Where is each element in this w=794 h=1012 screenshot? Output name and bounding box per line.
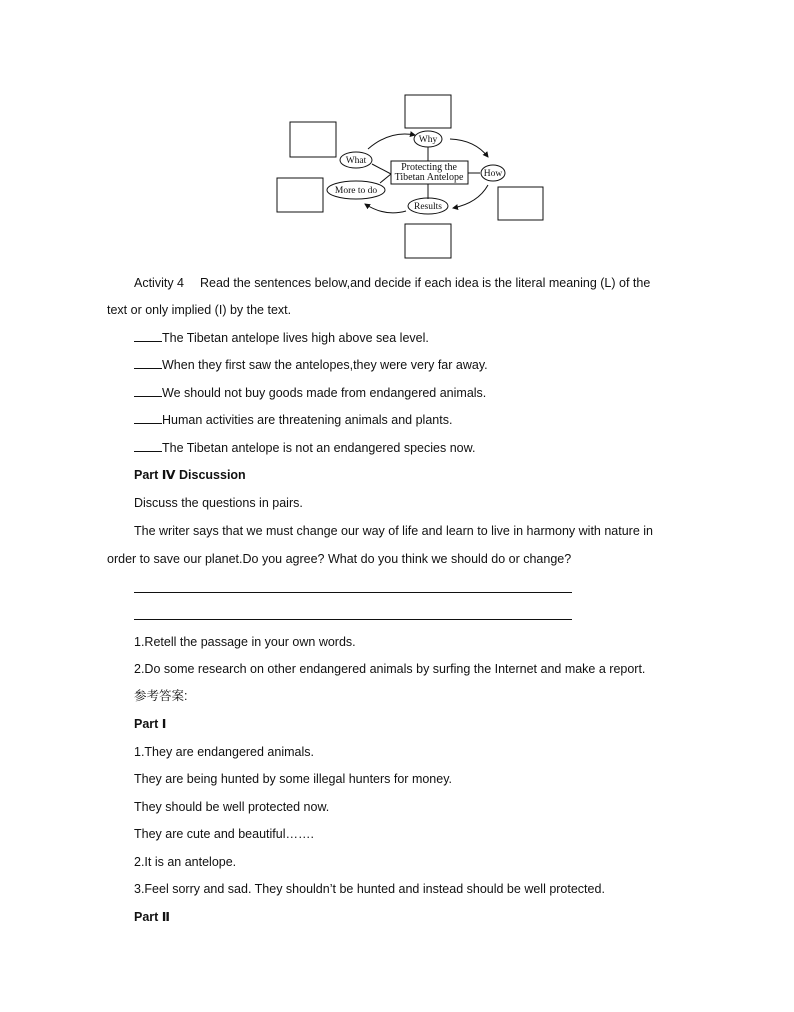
statement-item (134, 385, 486, 401)
center-text-2: Tibetan Antelope (394, 172, 464, 183)
center-text-1: Protecting the (401, 162, 457, 173)
answer-blank[interactable] (134, 385, 162, 397)
label-how: How (483, 169, 503, 179)
statement-text: We should not buy goods made from endangered animals. (162, 386, 487, 400)
statement-item (134, 440, 475, 456)
answer-box-top (405, 95, 451, 128)
part4-question: The writer says that we must change our way of life and learn to live in harmony with nature in (134, 524, 654, 538)
answer-blank[interactable] (134, 440, 162, 452)
label-what: What (345, 156, 367, 166)
answer-box-right (498, 187, 543, 220)
answer-blank[interactable] (134, 412, 162, 424)
answers-heading: 参考答案: (134, 689, 188, 703)
task-item: 2.Do some research on other endangered animals by surfing the Internet and make a report. (134, 662, 646, 676)
statement-item (134, 412, 452, 428)
statement-text: When they first saw the antelopes,they were very far away. (162, 358, 488, 372)
part4-instruction: Discuss the questions in pairs. (134, 496, 303, 510)
answer-blank[interactable] (134, 330, 162, 342)
activity4-intro-cont: text or only implied (I) by the text. (107, 303, 292, 317)
part4-heading: Part Ⅳ Discussion (134, 468, 246, 482)
answer-line-text: 3.Feel sorry and sad. They shouldn’t be hunted and instead should be well protected. (134, 882, 605, 896)
label-results: Results (414, 202, 442, 212)
label-why: Why (418, 135, 438, 145)
statement-item (134, 330, 429, 346)
answer-line-text: 1.They are endangered animals. (134, 745, 314, 759)
answer-box-left-top (290, 122, 336, 157)
answer-box-left-bottom (277, 178, 323, 212)
answer-line-text: They should be well protected now. (134, 800, 330, 814)
statement-item (134, 357, 488, 373)
statement-text: Human activities are threatening animals and plants. (162, 413, 453, 427)
answers-part2: Part Ⅱ (134, 910, 171, 924)
statement-text: The Tibetan antelope lives high above sea level. (162, 331, 429, 345)
answer-line[interactable] (134, 619, 572, 620)
task-item: 1.Retell the passage in your own words. (134, 635, 356, 649)
answer-line-text: They are being hunted by some illegal hunters for money. (134, 772, 453, 786)
answer-blank[interactable] (134, 357, 162, 369)
activity4-intro: Activity 4 Read the sentences below,and decide if each idea is the literal meaning (L) of the (134, 276, 651, 290)
statement-text: The Tibetan antelope is not an endangered species now. (162, 441, 476, 455)
mind-map-diagram (270, 85, 560, 265)
answers-part1: Part Ⅰ (134, 717, 167, 731)
part4-question-cont: order to save our planet.Do you agree? What do you think we should do or change? (107, 552, 572, 566)
answer-line-text: 2.It is an antelope. (134, 855, 237, 869)
answer-line[interactable] (134, 592, 572, 593)
answer-line-text: They are cute and beautiful……. (134, 827, 314, 841)
label-more-to-do: More to do (334, 186, 378, 196)
answer-box-bottom (405, 224, 451, 258)
